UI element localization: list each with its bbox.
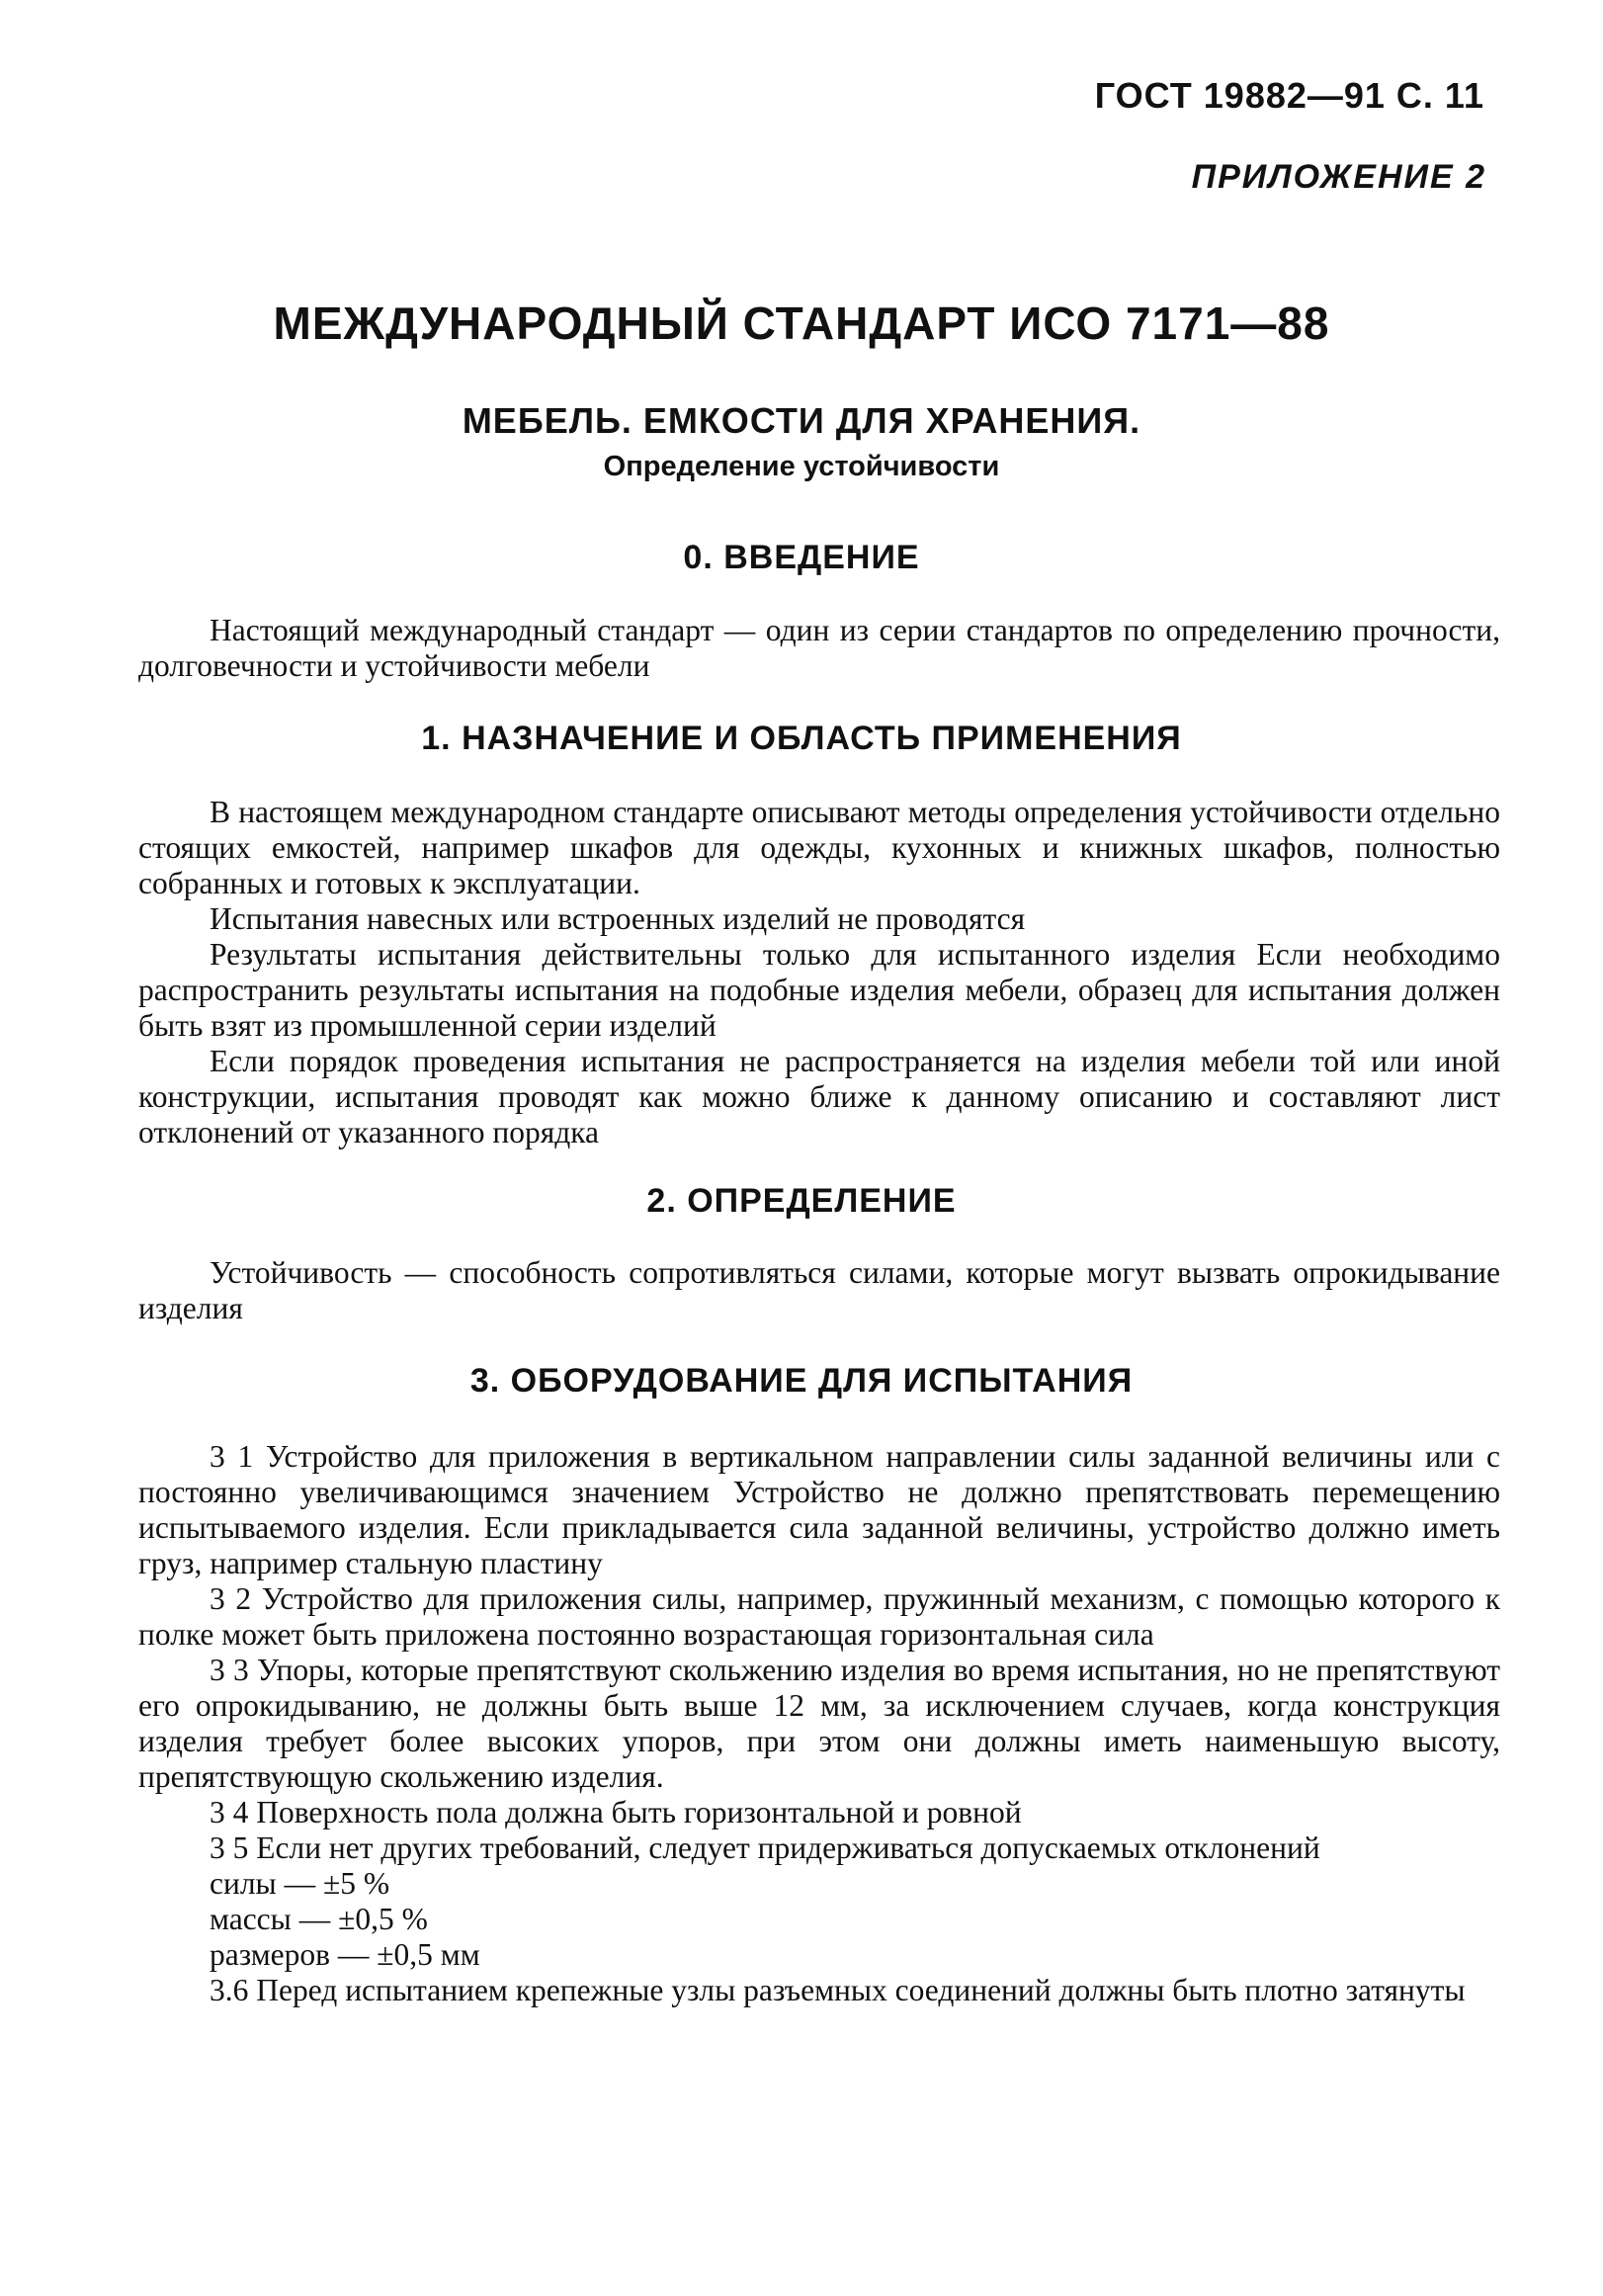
tolerance-force: силы — ±5 % xyxy=(210,1866,390,1901)
paragraph: Настоящий международный стандарт — один из серии стандартов по определению прочности, долговечности и устойчивости мебели xyxy=(138,613,1500,683)
paragraph: В настоящем международном стандарте описывают методы определения устойчивости отдельно стоящих емкостей, например шкафов для одежды, кухонных и книжных шкафов, полностью собранных и готовых к эксплуатации. xyxy=(138,795,1500,900)
paragraph: Устойчивость — способность сопротивляться силами, которые могут вызвать опрокидывание изделия xyxy=(138,1255,1500,1325)
paragraph: 3 2 Устройство для приложения силы, например, пружинный механизм, с помощью которого к полке может быть приложена постоянно возрастающая горизонтальная сила xyxy=(138,1581,1500,1652)
paragraph: 3 4 Поверхность пола должна быть горизонтальной и ровной xyxy=(210,1795,1022,1829)
section-body-definition xyxy=(138,1255,1500,1326)
section-heading-scope: 1. НАЗНАЧЕНИЕ И ОБЛАСТЬ ПРИМЕНЕНИЯ xyxy=(421,720,1182,757)
standard-title: МЕЖДУНАРОДНЫЙ СТАНДАРТ ИСО 7171—88 xyxy=(273,298,1330,349)
paragraph: 3.6 Перед испытанием крепежные узлы разъемных соединений должны быть плотно затянуты xyxy=(210,1973,1466,2007)
paragraph: 3 5 Если нет других требований, следует придерживаться допускаемых отклонений xyxy=(210,1830,1320,1865)
section-body-scope xyxy=(138,795,1500,1150)
tolerance-mass: массы — ±0,5 % xyxy=(210,1902,428,1936)
subtitle-sub: Определение устойчивости xyxy=(603,451,1000,482)
section-heading-equipment: 3. ОБОРУДОВАНИЕ ДЛЯ ИСПЫТАНИЯ xyxy=(469,1362,1134,1400)
paragraph: Испытания навесных или встроенных изделий не проводятся xyxy=(210,901,1026,936)
section-body-equipment xyxy=(138,1439,1500,2008)
tolerance-dimensions: размеров — ±0,5 мм xyxy=(210,1937,480,1972)
section-heading-intro: 0. ВВЕДЕНИЕ xyxy=(683,539,920,576)
paragraph: Если порядок проведения испытания не распространяется на изделия мебели той или иной конструкции, испытания проводят как можно ближе к данному описанию и составляют лист отклонений от указанного порядка xyxy=(138,1044,1500,1149)
appendix-label: ПРИЛОЖЕНИЕ 2 xyxy=(1191,158,1486,196)
page-header-code: ГОСТ 19882—91 С. 11 xyxy=(1094,75,1484,116)
paragraph: 3 1 Устройство для приложения в вертикальном направлении силы заданной величины или с постоянно увеличивающимся значением Устройство не должно препятствовать перемещению испытываемого изделия. Если прикладывается сила заданной величины, устройство должно иметь груз, например стальную пластину xyxy=(138,1439,1500,1580)
paragraph: Результаты испытания действительны только для испытанного изделия Если необходимо распространить результаты испытания на подобные изделия мебели, образец для испытания должен быть взят из промышленной серии изделий xyxy=(138,937,1500,1043)
section-body-intro xyxy=(138,613,1500,684)
section-heading-definition: 2. ОПРЕДЕЛЕНИЕ xyxy=(646,1182,957,1220)
paragraph: 3 3 Упоры, которые препятствуют скольжению изделия во время испытания, но не препятствуют его опрокидыванию, не должны быть выше 12 мм, за исключением случаев, когда конструкция изделия требует более высоких упоров, при этом они должны иметь наименьшую высоту, препятствующую скольжению изделия. xyxy=(138,1653,1500,1794)
subtitle-main: МЕБЕЛЬ. ЕМКОСТИ ДЛЯ ХРАНЕНИЯ. xyxy=(462,400,1141,441)
